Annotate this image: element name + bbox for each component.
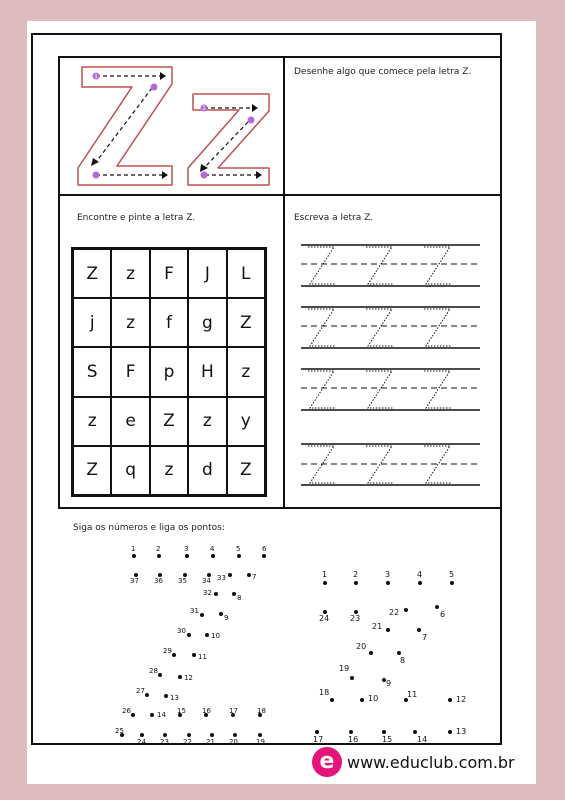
dot-point[interactable]	[262, 554, 266, 558]
grid-cell[interactable]: Z	[227, 446, 265, 495]
dot-number: 36	[154, 577, 163, 585]
dot-number: 2	[353, 570, 359, 579]
dot-point[interactable]	[214, 592, 218, 596]
dot-number: 2	[156, 545, 161, 553]
dot-point[interactable]	[200, 613, 204, 617]
dot-number: 13	[456, 727, 467, 736]
dot-number: 8	[400, 656, 406, 665]
dot-number: 6	[262, 545, 267, 553]
dot-number: 20	[229, 738, 238, 746]
dot-point[interactable]	[258, 733, 262, 737]
dot-number: 1	[131, 545, 136, 553]
dot-point[interactable]	[132, 554, 136, 558]
divider-vertical	[283, 56, 285, 508]
grid-cell[interactable]: L	[227, 249, 265, 298]
dot-number: 18	[257, 707, 266, 715]
dot-number: 10	[211, 632, 220, 640]
dot-number: 31	[190, 607, 199, 615]
dot-number: 9	[386, 679, 392, 688]
educlub-watermark	[312, 747, 515, 777]
dot-number: 5	[236, 545, 241, 553]
dot-point[interactable]	[205, 633, 209, 637]
grid-cell[interactable]: z	[188, 397, 226, 446]
dots-prompt: Siga os números e liga os pontos:	[73, 523, 225, 533]
dot-number: 24	[319, 614, 330, 623]
dot-point[interactable]	[448, 698, 452, 702]
dot-number: 3	[385, 570, 391, 579]
dot-number: 8	[237, 594, 242, 602]
dot-number: 4	[417, 570, 423, 579]
dot-point[interactable]	[397, 651, 401, 655]
educlub-logo-icon: e	[312, 747, 342, 777]
dot-point[interactable]	[187, 633, 191, 637]
dot-point[interactable]	[232, 592, 236, 596]
grid-cell[interactable]: j	[73, 298, 111, 347]
dot-number: 25	[115, 727, 124, 735]
dot-number: 1	[322, 570, 328, 579]
dot-point[interactable]	[413, 730, 417, 734]
dot-point[interactable]	[450, 581, 454, 585]
grid-cell[interactable]: d	[188, 446, 226, 495]
dot-point[interactable]	[140, 733, 144, 737]
dot-point[interactable]	[354, 581, 358, 585]
grid-cell[interactable]: F	[111, 347, 149, 396]
divider-horizontal	[58, 507, 502, 509]
dot-point[interactable]	[150, 713, 154, 717]
traced-letters-illustration	[60, 58, 282, 192]
dot-point[interactable]	[349, 730, 353, 734]
grid-cell[interactable]: F	[150, 249, 188, 298]
dot-number: 12	[456, 695, 467, 704]
dot-number: 21	[372, 622, 383, 631]
dot-point[interactable]	[386, 628, 390, 632]
dot-number: 22	[183, 738, 192, 746]
dot-number: 24	[137, 738, 146, 746]
grid-cell[interactable]: J	[188, 249, 226, 298]
dot-point[interactable]	[417, 628, 421, 632]
svg-text:1: 1	[202, 105, 206, 112]
dot-point[interactable]	[330, 698, 334, 702]
dot-point[interactable]	[210, 733, 214, 737]
dot-number: 23	[350, 614, 361, 623]
grid-cell[interactable]: z	[150, 446, 188, 495]
dot-point[interactable]	[369, 651, 373, 655]
dot-point[interactable]	[158, 673, 162, 677]
dot-number: 30	[177, 627, 186, 635]
dot-point[interactable]	[211, 554, 215, 558]
grid-cell[interactable]: p	[150, 347, 188, 396]
grid-cell[interactable]: g	[188, 298, 226, 347]
dot-point[interactable]	[164, 694, 168, 698]
dot-point[interactable]	[187, 733, 191, 737]
dot-number: 26	[122, 707, 131, 715]
dot-number: 28	[149, 667, 158, 675]
dot-number: 12	[184, 674, 193, 682]
grid-cell[interactable]: y	[227, 397, 265, 446]
dot-number: 11	[407, 690, 418, 699]
dot-point[interactable]	[404, 608, 408, 612]
website-url[interactable]: www.educlub.com.br	[347, 752, 515, 772]
grid-cell[interactable]: Z	[73, 446, 111, 495]
dot-number: 21	[206, 738, 215, 746]
dot-point[interactable]	[172, 653, 176, 657]
grid-cell[interactable]: Z	[150, 397, 188, 446]
dot-point[interactable]	[386, 581, 390, 585]
dot-number: 15	[177, 707, 186, 715]
dot-number: 7	[422, 633, 428, 642]
svg-text:1: 1	[94, 73, 98, 80]
letter-grid	[71, 247, 267, 497]
dot-point[interactable]	[382, 730, 386, 734]
grid-cell[interactable]: H	[188, 347, 226, 396]
dot-point[interactable]	[228, 573, 232, 577]
dot-point[interactable]	[219, 612, 223, 616]
dot-number: 29	[163, 647, 172, 655]
grid-cell[interactable]: Z	[73, 249, 111, 298]
draw-prompt: Desenhe algo que comece pela letra Z.	[294, 67, 472, 77]
grid-cell[interactable]: z	[73, 397, 111, 446]
dot-number: 5	[449, 570, 455, 579]
dot-number: 16	[202, 707, 211, 715]
divider-horizontal	[58, 194, 502, 196]
grid-cell[interactable]: z	[111, 298, 149, 347]
dot-number: 32	[203, 589, 212, 597]
dot-point[interactable]	[237, 554, 241, 558]
dot-number: 16	[348, 735, 359, 744]
dot-point[interactable]	[435, 605, 439, 609]
dot-point[interactable]	[315, 730, 319, 734]
dot-point[interactable]	[418, 581, 422, 585]
write-prompt: Escreva a letra Z.	[294, 213, 374, 223]
dot-number: 14	[157, 711, 166, 719]
dot-number: 19	[256, 738, 265, 746]
dot-number: 6	[440, 610, 446, 619]
dot-number: 18	[319, 688, 330, 697]
dot-point[interactable]	[350, 676, 354, 680]
dot-number: 3	[184, 545, 189, 553]
dot-number: 10	[368, 694, 379, 703]
dot-number: 4	[210, 545, 215, 553]
dot-number: 15	[382, 735, 393, 744]
dot-number: 37	[130, 577, 139, 585]
dot-number: 20	[356, 642, 367, 651]
dot-number: 11	[198, 653, 207, 661]
dot-number: 33	[217, 574, 226, 582]
dot-number: 14	[417, 735, 428, 744]
dot-number: 34	[202, 577, 211, 585]
dot-number: 9	[224, 614, 229, 622]
dot-number: 22	[389, 608, 400, 617]
dot-number: 13	[170, 694, 179, 702]
dot-number: 17	[229, 707, 238, 715]
dot-point[interactable]	[145, 693, 149, 697]
handwriting-lines	[296, 236, 486, 504]
dot-point[interactable]	[360, 698, 364, 702]
dot-number: 27	[136, 687, 145, 695]
grid-cell[interactable]: z	[227, 347, 265, 396]
dot-number: 17	[313, 735, 324, 744]
dot-number: 23	[160, 738, 169, 746]
grid-cell[interactable]: Z	[227, 298, 265, 347]
dot-point[interactable]	[323, 581, 327, 585]
dot-number: 35	[178, 577, 187, 585]
grid-cell[interactable]: f	[150, 298, 188, 347]
dot-point[interactable]	[448, 730, 452, 734]
find-prompt: Encontre e pinte a letra Z.	[77, 213, 196, 223]
dot-point[interactable]	[157, 554, 161, 558]
dot-point[interactable]	[233, 733, 237, 737]
dot-point[interactable]	[185, 554, 189, 558]
dot-point[interactable]	[247, 573, 251, 577]
dot-point[interactable]	[178, 675, 182, 679]
grid-cell[interactable]: e	[111, 397, 149, 446]
dot-number: 19	[339, 664, 350, 673]
dot-point[interactable]	[131, 713, 135, 717]
dot-point[interactable]	[192, 653, 196, 657]
grid-cell[interactable]: q	[111, 446, 149, 495]
dot-number: 7	[252, 573, 257, 581]
dot-point[interactable]	[163, 733, 167, 737]
grid-cell[interactable]: z	[111, 249, 149, 298]
grid-cell[interactable]: S	[73, 347, 111, 396]
